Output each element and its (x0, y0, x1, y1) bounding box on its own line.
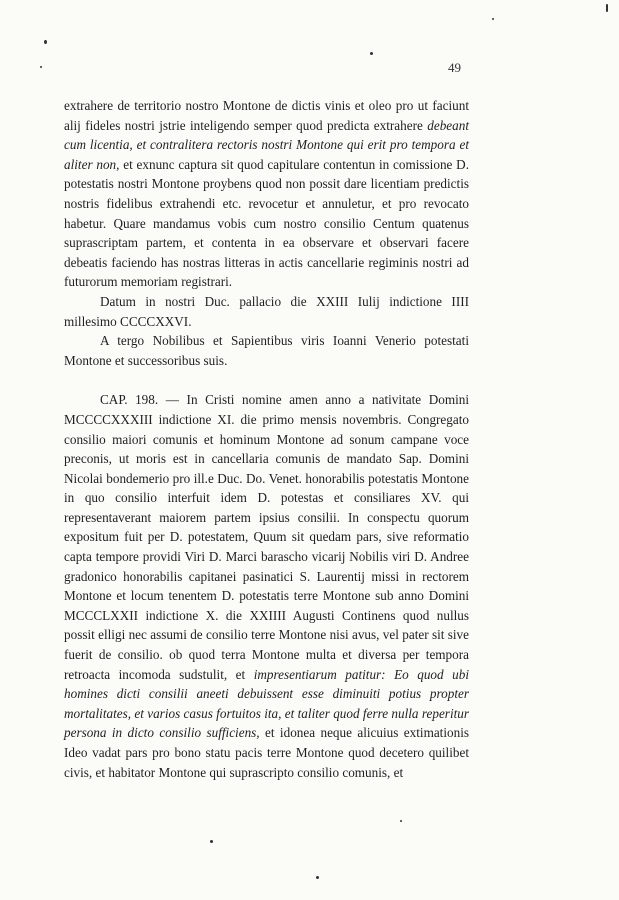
scan-speck (400, 820, 402, 822)
scan-speck (492, 18, 494, 20)
chapter-text-b: et idonea neque alicuius extimationis Ideo vadat pars pro bono statu pacis terre Montone quod decetero quilibet civis, et habitator Montone qui suprascripto consilio comunis, et (64, 725, 469, 780)
chapter-198 (64, 390, 469, 782)
chapter-italic-text: impresentiarum patitur: Eo quod ubi homines dicti consilii aneeti debuissent esse diminuiti potius propter mortalitates, et varios casus fortuitos ita, et taliter quod ferre nulla reperitur persona in dicto consilio sufficiens, (64, 666, 469, 741)
scan-speck (606, 4, 608, 12)
letter-text-a: extrahere de territorio nostro Montone de dictis vinis et oleo pro ut faciunt alij fideles nostri jstrie inteligendo semper quod predicta extrahere (64, 98, 469, 133)
scan-speck (370, 52, 373, 55)
paragraph-datum: Datum in nostri Duc. pallacio die XXIII Iulij indictione IIII millesimo CCCCXXVI. (64, 293, 469, 329)
letter-text-b: et exnunc captura sit quod capitulare contentun in comissione D. potestatis nostri Montone proybens quod non possit dare licentiam predictis nostris fidelibus extrahendi etc. revocetur et annuletur, et pro revocato habetur. Quare mandamus vobis cum nostro consilio Centum quatenus suprascriptam partem, et contenta in ea observare et observari facere debeatis faciendo has nostras litteras in actis cancellarie regiminis nostri ad futurorum memoriam registrari. (64, 156, 470, 290)
paragraph-tergo: A tergo Nobilibus et Sapientibus viris Ioanni Venerio potestati Montone et successoribus suis. (64, 333, 469, 368)
scan-speck (44, 40, 47, 44)
chapter-text-a: CAP. 198. — In Cristi nomine amen anno a nativitate Domini MCCCCXXXIII indictione XI. die primo mensis novembris. Congregato consilio maiori comunis et hominum Montone ad sonum campane voce preconis, ut moris est in cancellaria comunis de mandato Sap. Domini Nicolai bondemerio pro ill.e Duc. Do. Venet. honorabilis potestatis Montone in quo consilio interfuit idem D. potestas et consiliares XV. qui representaverant maiorem partem ipsius consilii. In conspectu quorum expositum fuit per D. potestatem, Quum sit quedam pars, sive reformatio capta tempore providi Viri D. Marci barascho vicarij Nobilis viri D. Andree gradonico honorabilis capitanei pasinatici S. Laurentij missi in rectorem Montone et locum tenentem D. potestatis terre Montone sub anno Domini MCCCLXXII indictione X. die XXIIII Augusti Continens quod nullus possit elligi nec assumi de consilio terre Montone nisi avus, vel pater sit sive fuerit de consilio. ob quod terra Montone multa et diversa per tempora retroacta incomoda sudstulit, et (64, 392, 469, 682)
scan-speck (40, 66, 42, 68)
letter-italic-text: debeant cum licentia, et contralitera rectoris nostri Montone qui erit pro tempora et aliter non, (64, 117, 469, 172)
page-body (64, 96, 469, 782)
scan-speck (316, 876, 319, 879)
paragraph-letter (64, 96, 469, 292)
page-number: 49 (448, 60, 461, 75)
scan-speck (210, 840, 213, 843)
